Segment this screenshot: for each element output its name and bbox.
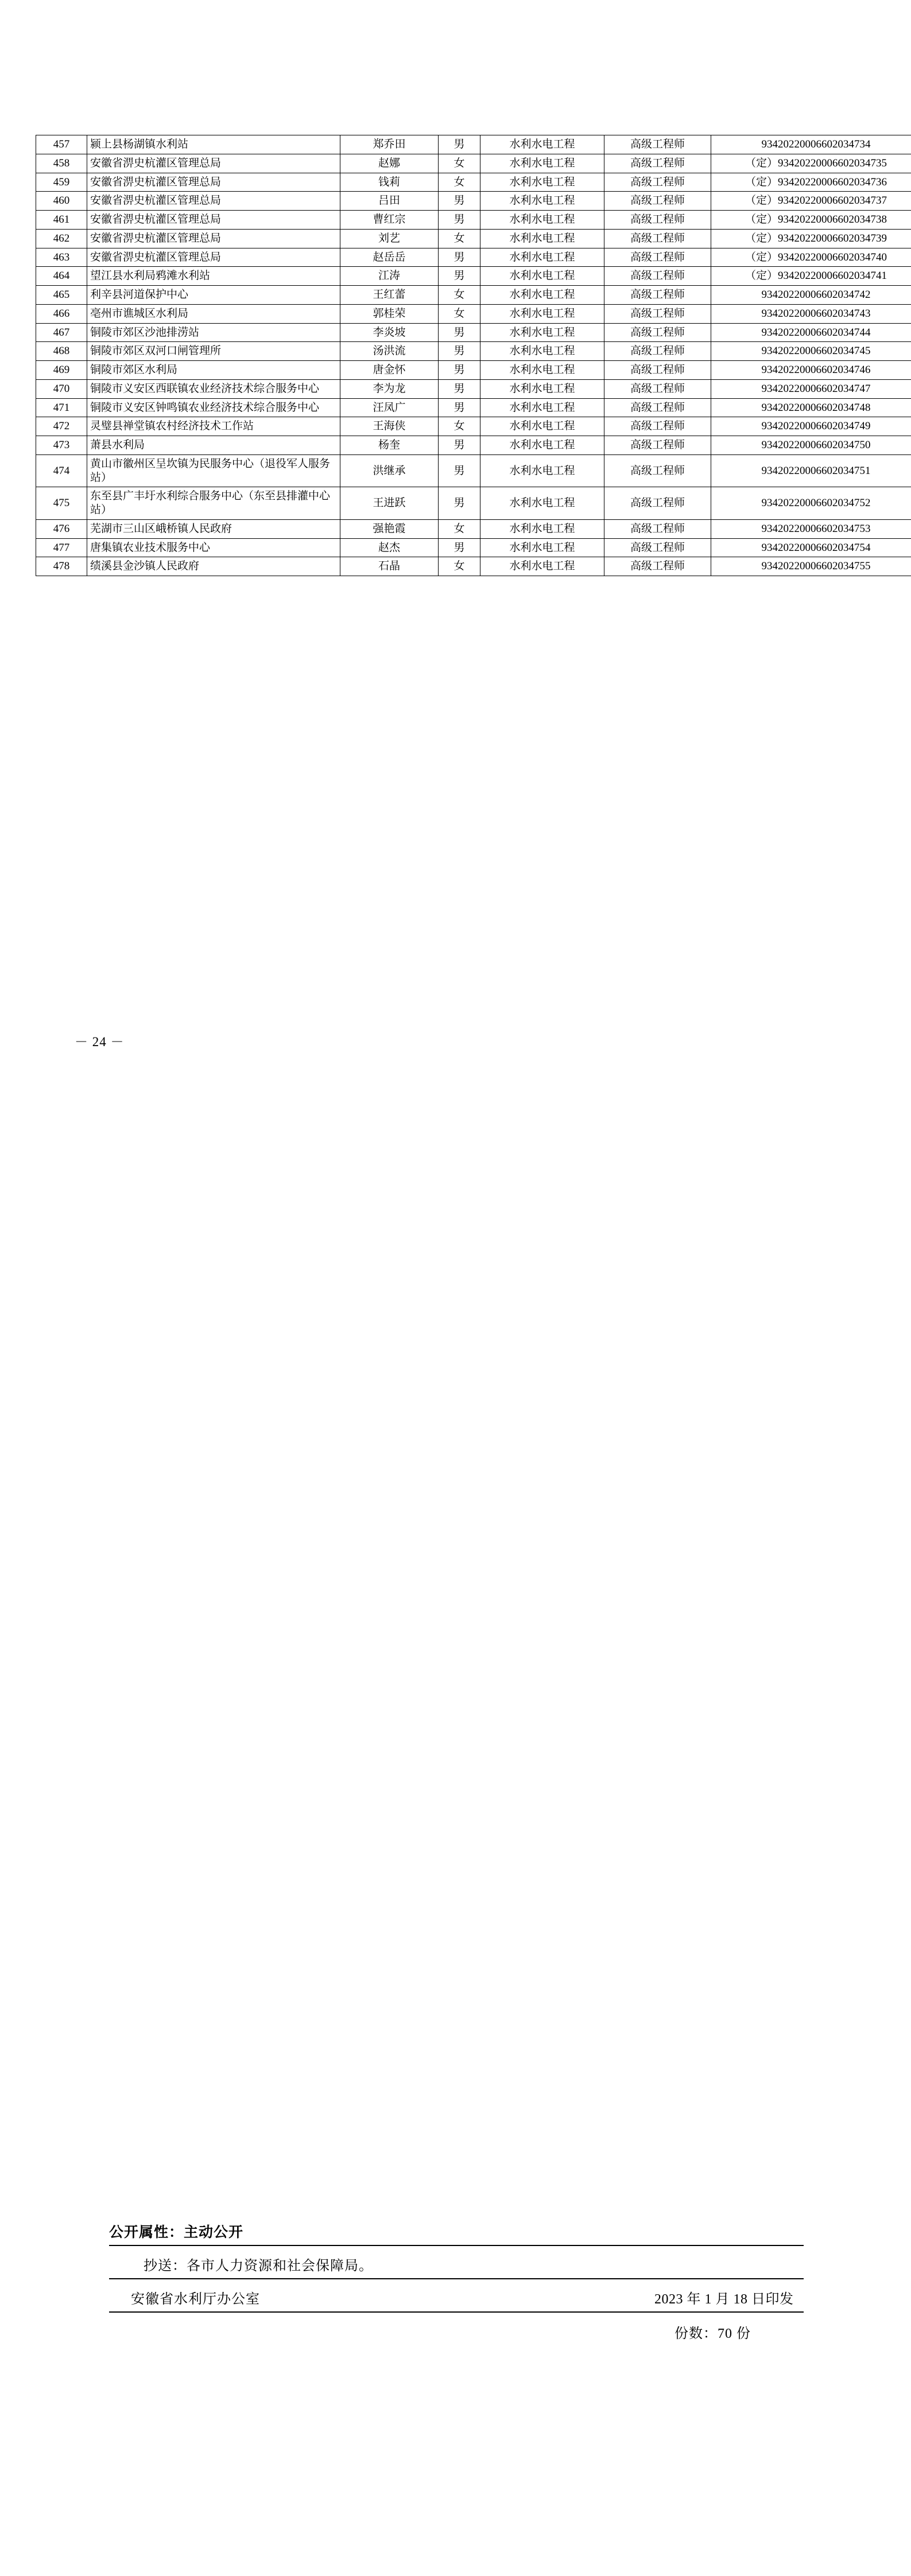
cell-sex: 女	[439, 173, 480, 192]
cell-unit: 亳州市谯城区水利局	[87, 304, 340, 323]
cell-sex: 男	[439, 342, 480, 361]
certificate-number: 93420220006602034742	[761, 289, 871, 301]
footer-divider-middle	[109, 2278, 804, 2279]
table-row	[36, 323, 911, 342]
cell-index: 458	[36, 154, 87, 173]
cell-major: 水利水电工程	[480, 342, 604, 361]
cell-sex: 女	[439, 154, 480, 173]
table-row	[36, 361, 911, 380]
cell-sex: 男	[439, 361, 480, 380]
certificate-number: 93420220006602034736	[778, 176, 887, 188]
cell-certificate-number	[711, 229, 911, 248]
cell-certificate-number	[711, 557, 911, 576]
cell-index: 465	[36, 286, 87, 305]
cell-title: 高级工程师	[604, 538, 711, 557]
certificate-prefix: （定）	[745, 176, 778, 188]
cell-unit: 黄山市徽州区呈坎镇为民服务中心（退役军人服务站）	[87, 454, 340, 487]
cell-name: 刘艺	[340, 229, 439, 248]
cell-major: 水利水电工程	[480, 154, 604, 173]
cell-sex: 女	[439, 519, 480, 538]
cell-name: 赵岳岳	[340, 248, 439, 267]
cell-index: 457	[36, 135, 87, 154]
cell-unit: 安徽省淠史杭灌区管理总局	[87, 192, 340, 211]
cell-major: 水利水电工程	[480, 304, 604, 323]
cell-sex: 男	[439, 323, 480, 342]
cell-name: 钱莉	[340, 173, 439, 192]
table-row	[36, 379, 911, 398]
cell-title: 高级工程师	[604, 417, 711, 436]
cell-unit: 铜陵市义安区西联镇农业经济技术综合服务中心	[87, 379, 340, 398]
cell-certificate-number	[711, 487, 911, 520]
cell-certificate-number	[711, 154, 911, 173]
cell-unit: 铜陵市郊区沙池排涝站	[87, 323, 340, 342]
cell-sex: 女	[439, 557, 480, 576]
cell-name: 王海侠	[340, 417, 439, 436]
certificate-prefix: （定）	[745, 270, 778, 282]
table-row	[36, 248, 911, 267]
cell-sex: 男	[439, 454, 480, 487]
certificate-number: 93420220006602034753	[761, 522, 871, 535]
cell-certificate-number	[711, 248, 911, 267]
cell-major: 水利水电工程	[480, 173, 604, 192]
certificate-number: 93420220006602034734	[761, 138, 871, 150]
cell-index: 460	[36, 192, 87, 211]
cell-certificate-number	[711, 361, 911, 380]
cell-unit: 灵璧县禅堂镇农村经济技术工作站	[87, 417, 340, 436]
cell-name: 王红蕾	[340, 286, 439, 305]
table-row	[36, 286, 911, 305]
cell-sex: 男	[439, 379, 480, 398]
table-row	[36, 557, 911, 576]
cell-index: 473	[36, 436, 87, 455]
cell-sex: 男	[439, 436, 480, 455]
cell-title: 高级工程师	[604, 248, 711, 267]
cell-title: 高级工程师	[604, 557, 711, 576]
cell-index: 478	[36, 557, 87, 576]
certificate-number: 93420220006602034741	[778, 270, 887, 282]
cell-certificate-number	[711, 135, 911, 154]
certificate-number: 93420220006602034746	[761, 364, 871, 376]
cell-sex: 男	[439, 135, 480, 154]
footer-print-date: 2023 年 1 月 18 日印发	[654, 2292, 794, 2307]
cell-name: 李为龙	[340, 379, 439, 398]
cell-unit: 望江县水利局鸦滩水利站	[87, 267, 340, 286]
cell-certificate-number	[711, 192, 911, 211]
cell-major: 水利水电工程	[480, 248, 604, 267]
cell-unit: 芜湖市三山区峨桥镇人民政府	[87, 519, 340, 538]
cell-certificate-number	[711, 304, 911, 323]
table-row	[36, 519, 911, 538]
cell-title: 高级工程师	[604, 361, 711, 380]
registry-table	[36, 135, 911, 576]
certificate-number: 93420220006602034750	[761, 439, 871, 451]
cell-major: 水利水电工程	[480, 379, 604, 398]
cell-certificate-number	[711, 454, 911, 487]
cell-index: 470	[36, 379, 87, 398]
cell-title: 高级工程师	[604, 154, 711, 173]
cell-sex: 女	[439, 229, 480, 248]
cell-unit: 萧县水利局	[87, 436, 340, 455]
cell-name: 曹红宗	[340, 211, 439, 230]
cell-name: 强艳霞	[340, 519, 439, 538]
cell-major: 水利水电工程	[480, 211, 604, 230]
cell-name: 郭桂荣	[340, 304, 439, 323]
cell-major: 水利水电工程	[480, 454, 604, 487]
table-row	[36, 487, 911, 520]
cell-index: 462	[36, 229, 87, 248]
cell-name: 李炎坡	[340, 323, 439, 342]
cell-title: 高级工程师	[604, 342, 711, 361]
cell-major: 水利水电工程	[480, 436, 604, 455]
cell-name: 汤洪流	[340, 342, 439, 361]
cell-major: 水利水电工程	[480, 361, 604, 380]
cell-certificate-number	[711, 436, 911, 455]
table-row	[36, 173, 911, 192]
cell-name: 洪继承	[340, 454, 439, 487]
table-row	[36, 192, 911, 211]
certificate-number: 93420220006602034749	[761, 420, 871, 433]
footer-public-attribute: 公开属性：主动公开	[109, 2224, 244, 2240]
cell-sex: 男	[439, 538, 480, 557]
cell-index: 469	[36, 361, 87, 380]
cell-title: 高级工程师	[604, 519, 711, 538]
certificate-number: 93420220006602034739	[778, 232, 887, 244]
certificate-prefix: （定）	[745, 213, 778, 226]
cell-title: 高级工程师	[604, 379, 711, 398]
cell-certificate-number	[711, 286, 911, 305]
cell-sex: 女	[439, 417, 480, 436]
cell-sex: 男	[439, 398, 480, 417]
cell-index: 463	[36, 248, 87, 267]
cell-unit: 安徽省淠史杭灌区管理总局	[87, 173, 340, 192]
footer-cc-line: 抄送：各市人力资源和社会保障局。	[144, 2259, 373, 2274]
table-row	[36, 398, 911, 417]
certificate-number: 93420220006602034740	[778, 251, 887, 263]
cell-name: 赵杰	[340, 538, 439, 557]
cell-title: 高级工程师	[604, 304, 711, 323]
cell-index: 468	[36, 342, 87, 361]
certificate-number: 93420220006602034752	[761, 497, 871, 510]
cell-certificate-number	[711, 398, 911, 417]
cell-certificate-number	[711, 379, 911, 398]
table-row	[36, 154, 911, 173]
table-row	[36, 304, 911, 323]
certificate-number: 93420220006602034735	[778, 157, 887, 169]
cell-title: 高级工程师	[604, 211, 711, 230]
certificate-number: 93420220006602034751	[761, 464, 871, 477]
cell-major: 水利水电工程	[480, 192, 604, 211]
cell-title: 高级工程师	[604, 487, 711, 520]
certificate-number: 93420220006602034755	[761, 560, 871, 573]
cell-name: 郑乔田	[340, 135, 439, 154]
table-row	[36, 211, 911, 230]
cell-title: 高级工程师	[604, 267, 711, 286]
cell-index: 464	[36, 267, 87, 286]
table-row	[36, 417, 911, 436]
cell-certificate-number	[711, 323, 911, 342]
table-row	[36, 135, 911, 154]
certificate-number: 93420220006602034747	[761, 382, 871, 395]
cell-title: 高级工程师	[604, 229, 711, 248]
cell-name: 杨奎	[340, 436, 439, 455]
cell-title: 高级工程师	[604, 436, 711, 455]
table-row	[36, 267, 911, 286]
cell-certificate-number	[711, 267, 911, 286]
cell-index: 472	[36, 417, 87, 436]
table-row	[36, 436, 911, 455]
cell-sex: 男	[439, 248, 480, 267]
cell-sex: 男	[439, 211, 480, 230]
certificate-number: 93420220006602034748	[761, 401, 871, 414]
cell-index: 476	[36, 519, 87, 538]
cell-title: 高级工程师	[604, 398, 711, 417]
cell-name: 石晶	[340, 557, 439, 576]
cell-unit: 安徽省淠史杭灌区管理总局	[87, 229, 340, 248]
cell-unit: 安徽省淠史杭灌区管理总局	[87, 211, 340, 230]
certificate-number: 93420220006602034737	[778, 195, 887, 207]
cell-index: 461	[36, 211, 87, 230]
certificate-prefix: （定）	[745, 195, 778, 207]
certificate-prefix: （定）	[745, 251, 778, 263]
cell-unit: 绩溪县金沙镇人民政府	[87, 557, 340, 576]
table-row	[36, 229, 911, 248]
cell-major: 水利水电工程	[480, 286, 604, 305]
cell-name: 江涛	[340, 267, 439, 286]
cell-index: 466	[36, 304, 87, 323]
cell-unit: 铜陵市郊区双河口闸管理所	[87, 342, 340, 361]
cell-title: 高级工程师	[604, 286, 711, 305]
certificate-prefix: （定）	[745, 232, 778, 244]
certificate-number: 93420220006602034745	[761, 345, 871, 358]
cell-sex: 男	[439, 267, 480, 286]
cell-unit: 利辛县河道保护中心	[87, 286, 340, 305]
cell-major: 水利水电工程	[480, 135, 604, 154]
registry-table-container	[36, 135, 887, 576]
cell-title: 高级工程师	[604, 173, 711, 192]
cell-major: 水利水电工程	[480, 398, 604, 417]
cell-name: 吕田	[340, 192, 439, 211]
cell-name: 王进跃	[340, 487, 439, 520]
cell-major: 水利水电工程	[480, 417, 604, 436]
cell-title: 高级工程师	[604, 454, 711, 487]
cell-index: 467	[36, 323, 87, 342]
registry-table-body	[36, 135, 911, 576]
cell-index: 474	[36, 454, 87, 487]
cell-index: 459	[36, 173, 87, 192]
cell-unit: 铜陵市义安区钟鸣镇农业经济技术综合服务中心	[87, 398, 340, 417]
certificate-number: 93420220006602034754	[761, 541, 871, 554]
cell-unit: 安徽省淠史杭灌区管理总局	[87, 154, 340, 173]
cell-certificate-number	[711, 519, 911, 538]
cell-sex: 男	[439, 192, 480, 211]
cell-certificate-number	[711, 417, 911, 436]
cell-major: 水利水电工程	[480, 229, 604, 248]
cell-major: 水利水电工程	[480, 487, 604, 520]
cell-certificate-number	[711, 342, 911, 361]
cell-title: 高级工程师	[604, 192, 711, 211]
certificate-number: 93420220006602034743	[761, 307, 871, 320]
cell-unit: 唐集镇农业技术服务中心	[87, 538, 340, 557]
cell-major: 水利水电工程	[480, 519, 604, 538]
cell-unit: 铜陵市郊区水利局	[87, 361, 340, 380]
footer-divider-bottom	[109, 2311, 804, 2313]
cell-certificate-number	[711, 173, 911, 192]
certificate-number: 93420220006602034738	[778, 213, 887, 226]
cell-index: 477	[36, 538, 87, 557]
cell-unit: 安徽省淠史杭灌区管理总局	[87, 248, 340, 267]
cell-title: 高级工程师	[604, 323, 711, 342]
table-row	[36, 454, 911, 487]
footer-divider-top	[109, 2245, 804, 2246]
table-row	[36, 538, 911, 557]
cell-title: 高级工程师	[604, 135, 711, 154]
cell-sex: 男	[439, 487, 480, 520]
footer-issuing-office: 安徽省水利厅办公室	[131, 2292, 260, 2307]
cell-certificate-number	[711, 211, 911, 230]
certificate-number: 93420220006602034744	[761, 326, 871, 339]
cell-major: 水利水电工程	[480, 323, 604, 342]
cell-major: 水利水电工程	[480, 267, 604, 286]
cell-sex: 女	[439, 304, 480, 323]
page-number: － 24 －	[75, 1035, 125, 1049]
cell-certificate-number	[711, 538, 911, 557]
certificate-prefix: （定）	[745, 157, 778, 169]
cell-index: 471	[36, 398, 87, 417]
cell-major: 水利水电工程	[480, 538, 604, 557]
cell-name: 赵娜	[340, 154, 439, 173]
cell-sex: 女	[439, 286, 480, 305]
footer-copy-count: 份数：70 份	[674, 2326, 751, 2341]
cell-major: 水利水电工程	[480, 557, 604, 576]
cell-unit: 东至县广丰圩水利综合服务中心（东至县排灌中心站）	[87, 487, 340, 520]
cell-unit: 颍上县杨湖镇水利站	[87, 135, 340, 154]
cell-name: 唐金怀	[340, 361, 439, 380]
table-row	[36, 342, 911, 361]
cell-name: 汪凤广	[340, 398, 439, 417]
cell-index: 475	[36, 487, 87, 520]
